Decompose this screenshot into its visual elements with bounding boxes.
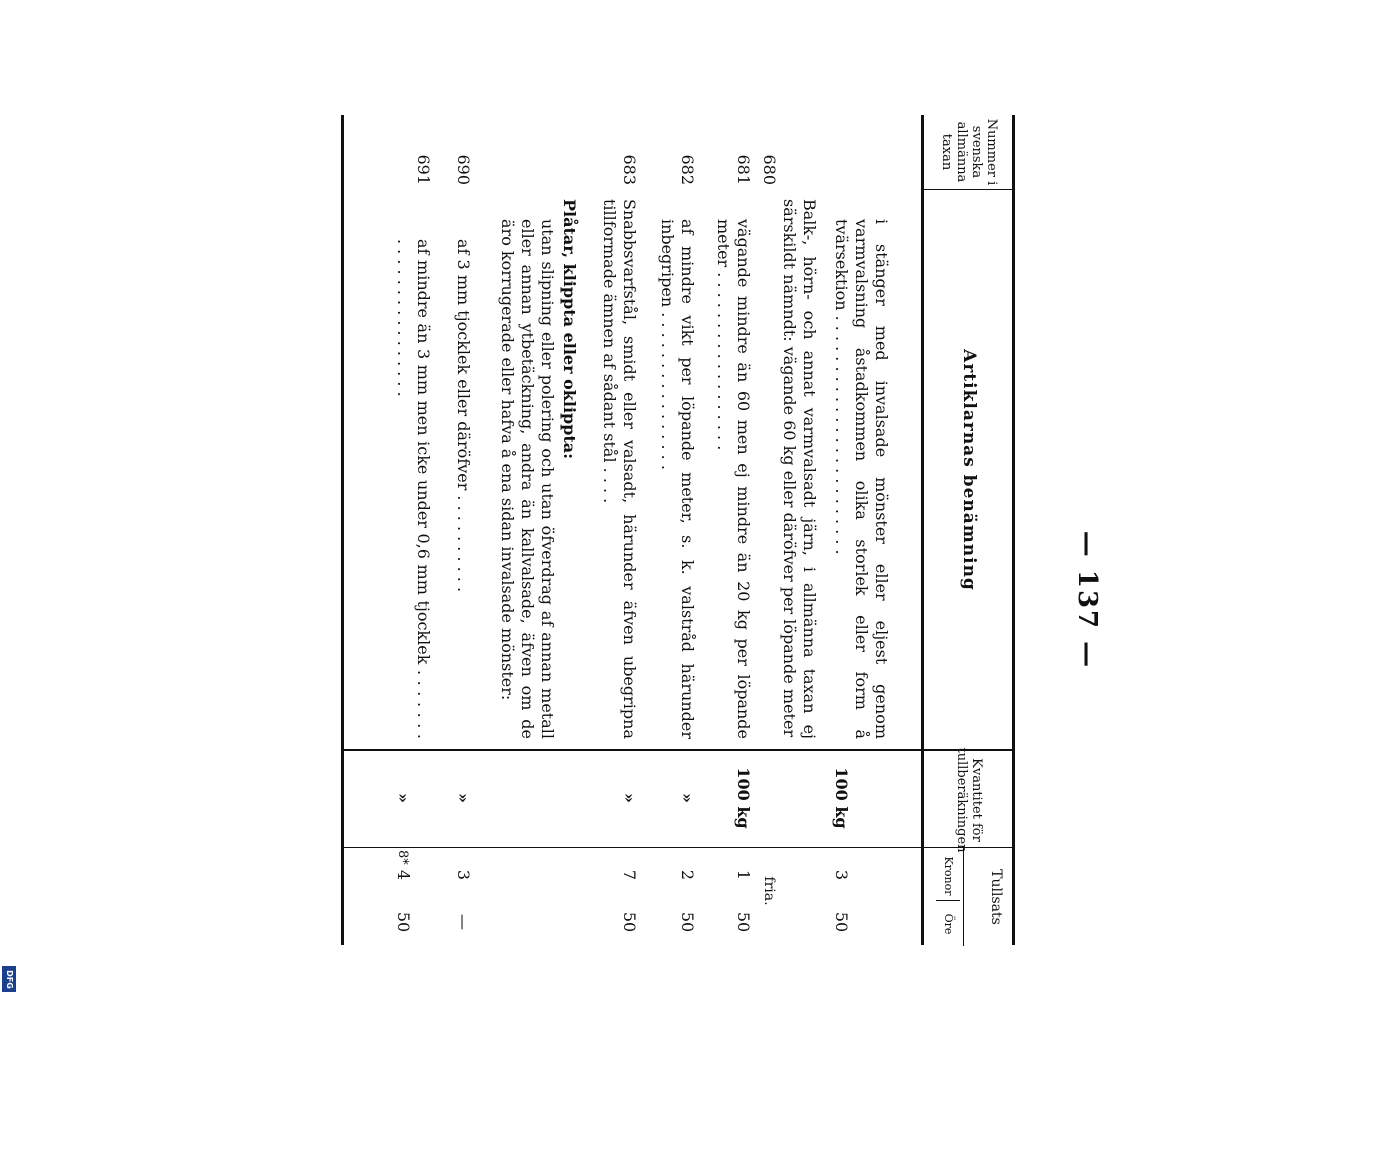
row-description: Balk-, hörn- och annat varmvalsadt järn, i allmänna taxan ej särskildt nämndt: vägande 60 kg eller däröfver per löpande meter [780, 199, 819, 739]
header-number: Nummer i svenska allmänna taxan [939, 118, 999, 186]
row-description: af mindre än 3 mm men icke under 0,6 mm tjocklek . . . . . . . . . . . . . . . . . . . . . . . [394, 239, 433, 739]
row-kronor: 2 [678, 869, 697, 881]
header-description: Artiklarnas benämning [924, 189, 1012, 750]
table-header [921, 115, 1015, 945]
row-quantity: » [454, 793, 473, 803]
table-body [341, 115, 921, 945]
row-description: af mindre vikt per löpande meter, s. k. valstråd härunder inbegripen . . . . . . . . . . . . . . . . [658, 219, 697, 739]
header-rate-title: Tullsats [988, 869, 1004, 925]
row-kronor: 4 [394, 869, 413, 881]
header-kronor: Kronor [942, 856, 955, 896]
row-number: 691 [414, 154, 433, 185]
row-description: Snabbsvarfstål, smidt eller valsadt, härunder äfven ubegripna tillformade ämnen af sådant stål . . . . [600, 199, 639, 739]
row-ore: 50 [832, 911, 851, 933]
header-quantity: Kvantitet för tullberäkningen [924, 749, 1012, 849]
tariff-table [341, 115, 1015, 945]
scanned-page [190, 40, 1110, 1040]
footnote-mark: 8* [395, 850, 410, 865]
header-rate [924, 847, 1012, 946]
row-description: Plåtar, klippta eller oklippta: [560, 199, 579, 460]
row-kronor: 1 [734, 869, 753, 881]
row-ore: — [454, 914, 473, 930]
row-quantity: » [620, 793, 639, 803]
row-description: vägande mindre än 60 men ej mindre än 20 kg per löpande meter . . . . . . . . . . . . . . . . . . [714, 219, 753, 739]
row-ore: 50 [678, 911, 697, 933]
row-ore: 50 [734, 911, 753, 933]
row-kronor: fria. [761, 876, 777, 906]
row-quantity: 100 kg [832, 767, 851, 829]
row-ore: 50 [620, 911, 639, 933]
row-kronor: 3 [832, 869, 851, 881]
row-number: 683 [620, 154, 639, 185]
row-number: 682 [678, 154, 697, 185]
row-number: 681 [734, 154, 753, 185]
side-watermark [0, 0, 20, 1000]
row-ore: 50 [394, 911, 413, 933]
row-kronor: 3 [454, 869, 473, 881]
row-quantity: » [678, 793, 697, 803]
row-description: utan slipning eller polering och utan öfverdrag af annan metall eller annan ytbetäckning, andra än kallvalsade, äfven om de äro korrugerade eller hafva å ena sidan invalsade mönster: [498, 219, 557, 739]
row-kronor: 7 [620, 869, 639, 881]
dfg-logo: DFG [2, 966, 16, 992]
row-description: i stänger med invalsade mönster eller eljest genom varmvalsning åstadkommen olika storlek eller form å tvärsektion . . . . . . . . . . . . . . . . . . . . . . . . [832, 219, 891, 739]
header-ore: Öre [936, 900, 960, 947]
page-number: — 137 — [1072, 530, 1102, 670]
row-number: 690 [454, 154, 473, 185]
row-description: af 3 mm tjocklek eller däröfver . . . . . . . . . . [454, 239, 473, 593]
row-quantity: » [394, 793, 413, 803]
row-number: 680 [760, 154, 779, 185]
row-quantity: 100 kg [734, 767, 753, 829]
